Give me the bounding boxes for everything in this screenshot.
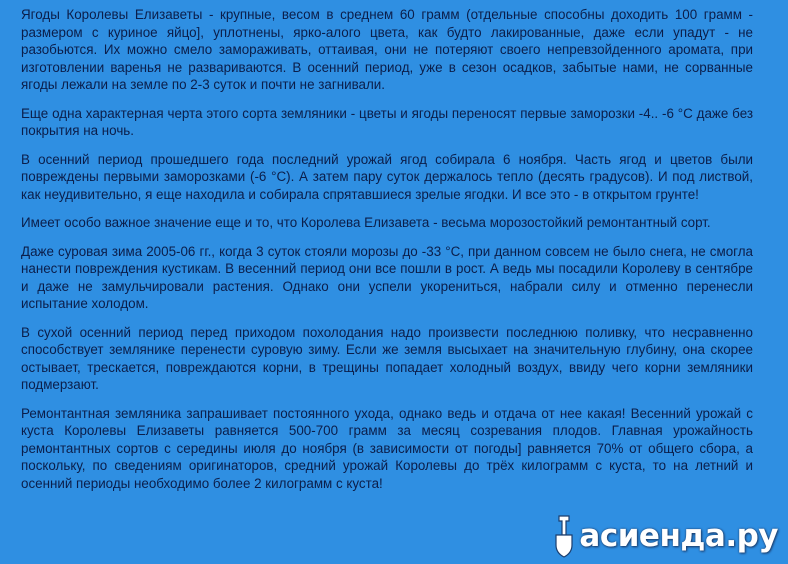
paragraph-6: В сухой осенний период перед приходом похолодания надо произвести последнюю поливку, что несравненно способствует землянике перенести суровую зиму. Если же земля высыхает на значительную глубину, она скорее остывает, трескается, повреждаются корни, в трещины попадает холодный воздух, ввиду чего корни земляники подмерзают.	[21, 324, 753, 392]
paragraph-5: Даже суровая зима 2005-06 гг., когда 3 суток стояли морозы до -33 °С, при данном совсем не было снега, не смогла нанести повреждения кустикам. В весенний период они все пошли в рост. А ведь мы посадили Королеву в сентябре и даже не замульчировали растения. Однако они успели укорениться, набрали силу и отменно перенесли испытание холодом.	[21, 243, 753, 311]
site-watermark	[553, 514, 778, 558]
paragraph-2: Еще одна характерная черта этого сорта земляники - цветы и ягоды переносят первые заморозки -4.. -6 °С даже без покрытия на ночь.	[21, 105, 753, 138]
paragraph-7: Ремонтантная земляника запрашивает постоянного ухода, однако ведь и отдача от нее какая! Весенний урожай с куста Королевы Елизаветы равняется 500-700 грамм за месяц созревания плодов. Главная урожайность ремонтантных сортов с середины июля до ноября (в зависимости от погоды] равняется 70% от общего сбора, а поскольку, по сведениям оригинаторов, средний урожай Королевы до трёх килограмм с куста, то на летний и осенний периоды необходимо более 2 килограмм с куста!	[21, 405, 753, 491]
watermark-text: асиенда.ру	[579, 518, 778, 554]
article-text	[21, 6, 753, 503]
paragraph-1: Ягоды Королевы Елизаветы - крупные, весом в среднем 60 грамм (отдельные способны доходить 100 грамм - размером с куриное яйцо], уплотнены, ярко-алого цвета, как будто лакированные, даже если упадут - не разобьются. Их можно смело замораживать, оттаивая, они не потеряют своего непревзойденного аромата, при изготовлении варенья не развариваются. В осенний период, уже в сезон осадков, забытые нами, не сорванные ягоды лежали на земле по 2-3 суток и почти не загнивали.	[21, 7, 753, 92]
shovel-icon	[553, 514, 575, 558]
paragraph-4: Имеет особо важное значение еще и то, что Королева Елизавета - весьма морозостойкий ремонтантный сорт.	[21, 215, 711, 230]
paragraph-3: В осенний период прошедшего года последний урожай ягод собирала 6 ноября. Часть ягод и цветов были повреждены первыми заморозками (-6 °С). А затем пару суток держалось тепло (десять градусов). И под листвой, как неудивительно, я еще находила и собирала спрятавшиеся зрелые ягодки. И все это - в открытом грунте!	[21, 151, 753, 202]
